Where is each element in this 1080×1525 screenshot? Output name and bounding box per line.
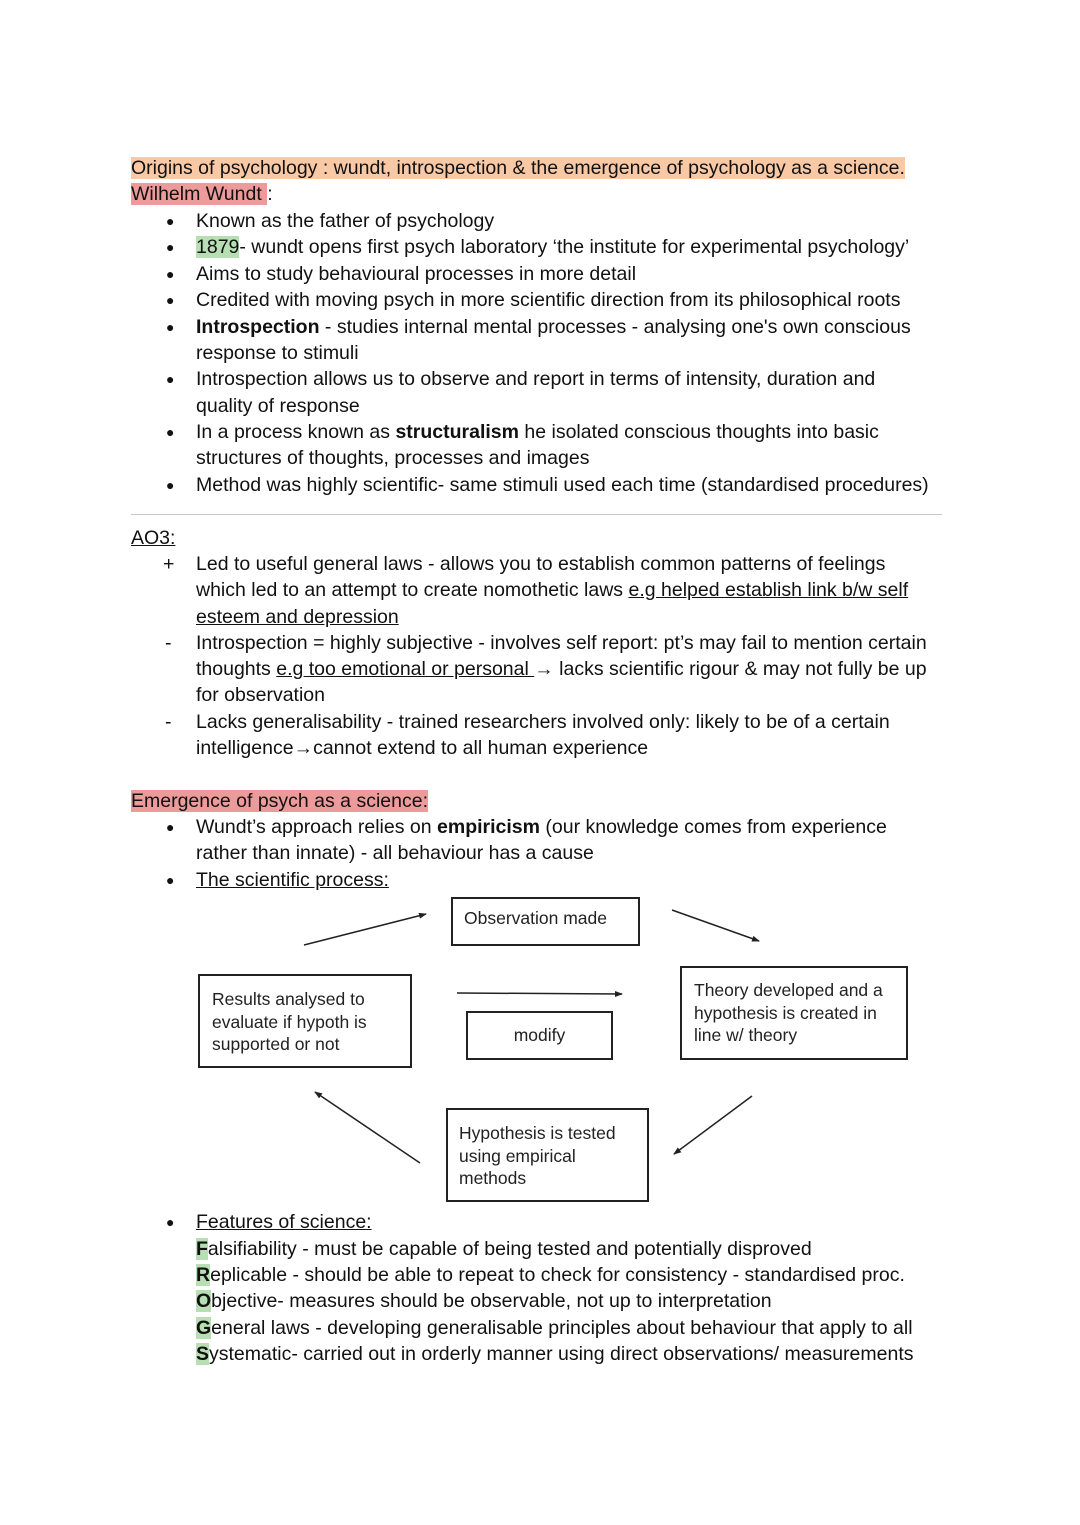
ao3-heading: AO3: [131,527,176,549]
bullet-text-start: Wundt’s approach relies on [196,816,438,838]
term-introspection: Introspection [196,316,320,338]
ao3-example: e.g too emotional or personal [276,658,535,680]
ao3-point-text: for observation [196,684,325,706]
scientific-process-label: The scientific process: [196,869,389,891]
bullet-text: Credited with moving psych in more scientific direction from its philosophical roots [196,289,901,311]
modify-box: modify [466,1011,613,1060]
bullet-icon: ● [166,819,175,835]
bullet-text-rest: (our knowledge comes from experience [539,816,887,838]
subtitle-wundt: Wilhelm Wundt [131,183,268,205]
bullet-text-continued: structures of thoughts, processes and images [196,447,590,469]
bullet-text-continued: rather than innate) - all behaviour has a cause [196,842,594,864]
subtitle-colon: : [267,183,273,205]
title-highlight: Origins of psychology : wundt, introspection & the emergence of psychology as a science. [131,157,905,179]
ao3-point-text: Introspection = highly subjective - involves self report: pt’s may fail to mention certain [196,632,927,654]
bullet-icon: ● [166,1214,175,1230]
ao3-point-text: Led to useful general laws - allows you to establish common patterns of feelings [196,553,886,575]
theory-box: Theory developed and a hypothesis is created in line w/ theory [680,966,908,1060]
arrow-modify [457,993,622,994]
features-heading: Features of science: [196,1211,372,1233]
ao3-point-text: intelligence→cannot extend to all human experience [196,737,649,759]
term-structuralism: structuralism [395,421,519,443]
ao3-example: e.g helped establish link b/w self [628,579,909,601]
bullet-text-rest: - studies internal mental processes - analysing one's own conscious [319,316,911,338]
feature-letter: R [196,1264,211,1286]
year-highlight: 1879 [196,236,240,258]
bullet-icon: ● [166,319,175,335]
feature-item [196,1341,913,1367]
bullet-text-rest: he isolated conscious thoughts into basic [518,421,879,443]
minus-marker: - [165,632,172,654]
feature-letter: F [196,1238,208,1260]
bullet-icon: ● [166,477,175,493]
feature-text: alsifiability - must be capable of being tested and potentially disproved [207,1238,812,1260]
bullet-icon: ● [166,292,175,308]
plus-marker: + [163,553,175,575]
term-empiricism: empiricism [437,816,540,838]
feature-text: eneral laws - developing generalisable principles about behaviour that apply to all [211,1317,913,1339]
bullet-icon: ● [166,371,175,387]
feature-text: eplicable - should be able to repeat to check for consistency - standardised proc. [210,1264,905,1286]
bullet-icon: ● [166,213,175,229]
arrow-theory-to-hypothesis [674,1096,752,1154]
bullet-text: Aims to study behavioural processes in more detail [196,263,637,285]
feature-letter: O [196,1290,212,1312]
bullet-text: Known as the father of psychology [196,210,495,232]
ao3-point-text: Lacks generalisability - trained researchers involved only: likely to be of a certain [196,711,890,733]
bullet-text-rest: - wundt opens first psych laboratory ‘the institute for experimental psychology’ [239,236,910,258]
hypothesis-box: Hypothesis is tested using empirical methods [446,1108,649,1202]
section-heading-highlight: Emergence of psych as a science: [131,790,428,812]
arrow-hypothesis-to-results [315,1092,420,1163]
ao3-text: → lacks scientific rigour & may not fully be up [534,658,927,680]
bullet-text-start: In a process known as [196,421,396,443]
bullet-icon: ● [166,266,175,282]
bullet-text: Introspection allows us to observe and report in terms of intensity, duration and [196,368,876,390]
feature-item [196,1236,812,1262]
bullet-icon: ● [166,239,175,255]
minus-marker: - [165,711,172,733]
feature-text: ystematic- carried out in orderly manner using direct observations/ measurements [209,1343,914,1365]
feature-item [196,1288,772,1314]
feature-letter: S [196,1343,210,1365]
ao3-text: which led to an attempt to create nomothetic laws [196,579,629,601]
results-box: Results analysed to evaluate if hypoth is supported or not [198,974,412,1068]
feature-text: bjective- measures should be observable, not up to interpretation [211,1290,772,1312]
ao3-text: thoughts [196,658,277,680]
arrow-results-to-observation [304,914,426,945]
bullet-text-continued: response to stimuli [196,342,359,364]
feature-letter: G [196,1317,212,1339]
observation-box: Observation made [451,897,640,946]
bullet-icon: ● [166,872,175,888]
bullet-icon: ● [166,424,175,440]
ao3-example-continued: esteem and depression [196,606,399,628]
arrow-observation-to-theory [672,910,759,941]
bullet-text: Method was highly scientific- same stimuli used each time (standardised procedures) [196,474,929,496]
feature-item [196,1262,905,1288]
feature-item [196,1315,913,1341]
bullet-text-continued: quality of response [196,395,360,417]
